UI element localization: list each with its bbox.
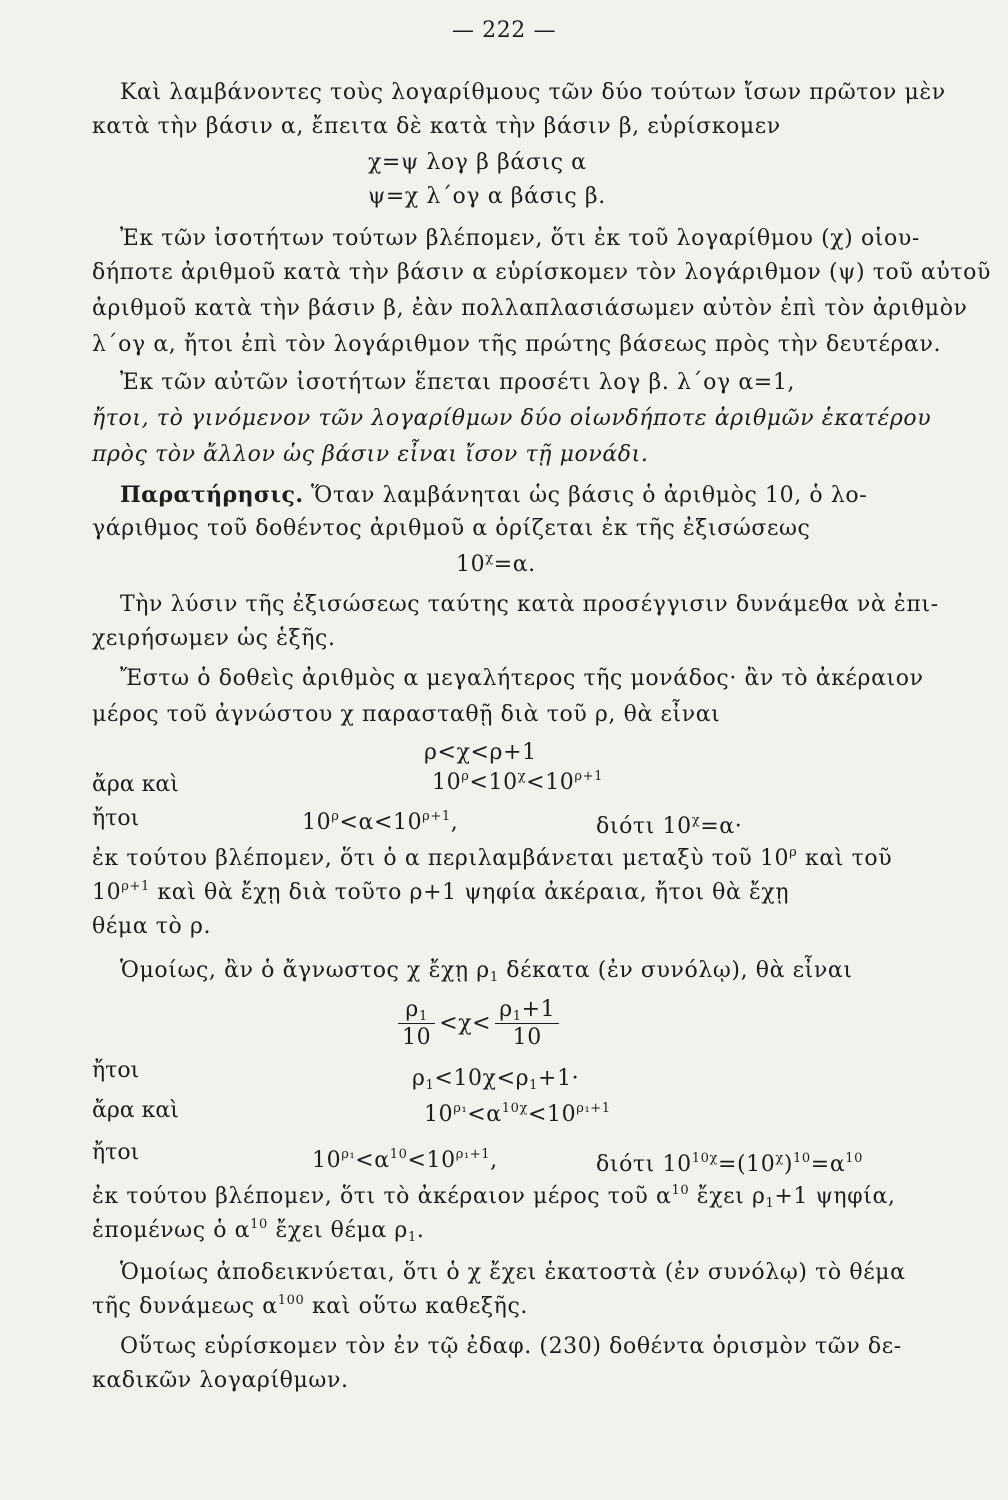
text-line: Ἔστω ὁ δοθεὶς ἀριθμὸς α μεγαλήτερος τῆς μονάδος· ἂν τὸ ἀκέραιον: [120, 666, 924, 691]
remark-heading: Παρατήρησις.: [120, 482, 304, 508]
equation: $10^\rho<10^\chi<10^{\rho+1}$: [432, 769, 604, 795]
remark-line: Παρατήρησις. Ὅταν λαμβάνηται ὡς βάσις ὁ ἀριθμὸς 10, ὁ λο-: [120, 482, 868, 508]
equation: διότι $10^\chi=\alpha\cdot$: [596, 813, 743, 839]
text-line: Οὕτως εὑρίσκομεν τὸν ἐν τῷ ἐδαφ. (230) δοθέντα ὁρισμὸν τῶν δε-: [120, 1334, 902, 1359]
text-line: ἤτοι, τὸ γινόμενον τῶν λογαρίθμων δύο οἱωνδήποτε ἀριθμῶν ἑκατέρου: [92, 406, 932, 431]
text-line: ἐκ τούτου βλέπομεν, ὅτι ὁ α περιλαμβάνεται μεταξὺ τοῦ $10^\rho$ καὶ τοῦ: [92, 845, 893, 871]
text-line: Ὁμοίως, ἂν ὁ ἄγνωστος χ ἔχῃ $\rho_1$ δέκατα (ἐν συνόλῳ), θὰ εἶναι: [120, 958, 853, 985]
text-line: καδικῶν λογαρίθμων.: [92, 1368, 349, 1393]
label-itoi: ἤτοι: [92, 806, 140, 831]
fraction: $\frac{\rho_1+1}{10}$: [495, 997, 559, 1052]
equation: ρ<χ<ρ+1: [424, 740, 537, 765]
equation-fraction: $\frac{\rho_1}{10}$ <χ< $\frac{\rho_1+1}{10}$: [394, 994, 794, 1054]
text-line: θέμα τὸ ρ.: [92, 914, 212, 939]
text-line: μέρος τοῦ ἀγνώστου χ παρασταθῇ διὰ τοῦ ρ, θὰ εἶναι: [92, 702, 721, 727]
text-line: χειρήσωμεν ὡς ἑξῆς.: [92, 626, 336, 651]
equation: $10^{\rho_1}<\alpha^{10\chi}<10^{\rho_1+1}$: [424, 1101, 611, 1127]
fraction: $\frac{\rho_1}{10}$: [398, 997, 435, 1052]
equation: διότι $10^{10\chi}=(10^\chi)^{10}=\alpha^{10}$: [596, 1151, 864, 1177]
text-line: ἑπομένως ὁ $\alpha^{10}$ ἔχει θέμα $\rho_1$.: [92, 1217, 425, 1245]
page-number: — 222 —: [451, 18, 557, 43]
text-line: ἀριθμοῦ κατὰ τὴν βάσιν β, ἐὰν πολλαπλασιάσωμεν αὐτὸν ἐπὶ τὸν ἀριθμὸν: [92, 296, 968, 321]
text-line: λ΄ογ α, ἤτοι ἐπὶ τὸν λογάριθμον τῆς πρώτης βάσεως πρὸς τὴν δευτέραν.: [92, 332, 942, 357]
text-line: Ὁμοίως ἀποδεικνύεται, ὅτι ὁ χ ἔχει ἑκατοστὰ (ἐν συνόλῳ) τὸ θέμα: [120, 1260, 906, 1285]
equation: χ=ψ λογ β βάσις α: [368, 150, 587, 175]
text-line: $10^{\rho+1}$ καὶ θὰ ἔχῃ διὰ τοῦτο ρ+1 ψηφία ἀκέραια, ἤτοι θὰ ἔχῃ: [92, 879, 790, 905]
text-line: γάριθμος τοῦ δοθέντος ἀριθμοῦ α ὁρίζεται ἐκ τῆς ἐξισώσεως: [92, 516, 811, 541]
label-itoi: ἤτοι: [92, 1058, 140, 1083]
text-line: δήποτε ἀριθμοῦ κατὰ τὴν βάσιν α εὑρίσκομεν τὸν λογάριθμον (ψ) τοῦ αὐτοῦ: [92, 260, 991, 285]
text-line: ἐκ τούτου βλέπομεν, ὅτι τὸ ἀκέραιον μέρος τοῦ $\alpha^{10}$ ἔχει $\rho_1+1$ ψηφία,: [92, 1183, 896, 1211]
text-line: Τὴν λύσιν τῆς ἐξισώσεως ταύτης κατὰ προσέγγισιν δυνάμεθα νὰ ἐπι-: [120, 592, 939, 617]
equation: $\rho_1<10\chi<\rho_1+1\cdot$: [412, 1066, 580, 1093]
equation: $10^\chi=\alpha$.: [456, 551, 536, 577]
label-itoi: ἤτοι: [92, 1140, 140, 1165]
text-line: πρὸς τὸν ἄλλον ὡς βάσιν εἶναι ἴσον τῇ μονάδι.: [92, 442, 649, 467]
label-ara-kai: ἄρα καὶ: [92, 1098, 179, 1123]
equation: $10^{\rho_1}<\alpha^{10}<10^{\rho_1+1}$,: [312, 1147, 498, 1173]
text-line: κατὰ τὴν βάσιν α, ἔπειτα δὲ κατὰ τὴν βάσιν β, εὑρίσκομεν: [92, 114, 781, 139]
label-ara-kai: ἄρα καὶ: [92, 772, 179, 797]
text-line: Ἐκ τῶν ἰσοτήτων τούτων βλέπομεν, ὅτι ἐκ τοῦ λογαρίθμου (χ) οἱου-: [120, 226, 920, 251]
equation: ψ=χ λ΄ογ α βάσις β.: [368, 184, 606, 209]
text-line: Καὶ λαμβάνοντες τοὺς λογαρίθμους τῶν δύο τούτων ἴσων πρῶτον μὲν: [120, 80, 946, 105]
text-line: Ἐκ τῶν αὐτῶν ἰσοτήτων ἕπεται προσέτι λογ β. λ΄ογ α=1,: [120, 370, 796, 395]
text-line: τῆς δυνάμεως $\alpha^{100}$ καὶ οὕτω καθεξῆς.: [92, 1293, 528, 1319]
equation: $10^\rho<\alpha<10^{\rho+1}$,: [302, 809, 459, 835]
